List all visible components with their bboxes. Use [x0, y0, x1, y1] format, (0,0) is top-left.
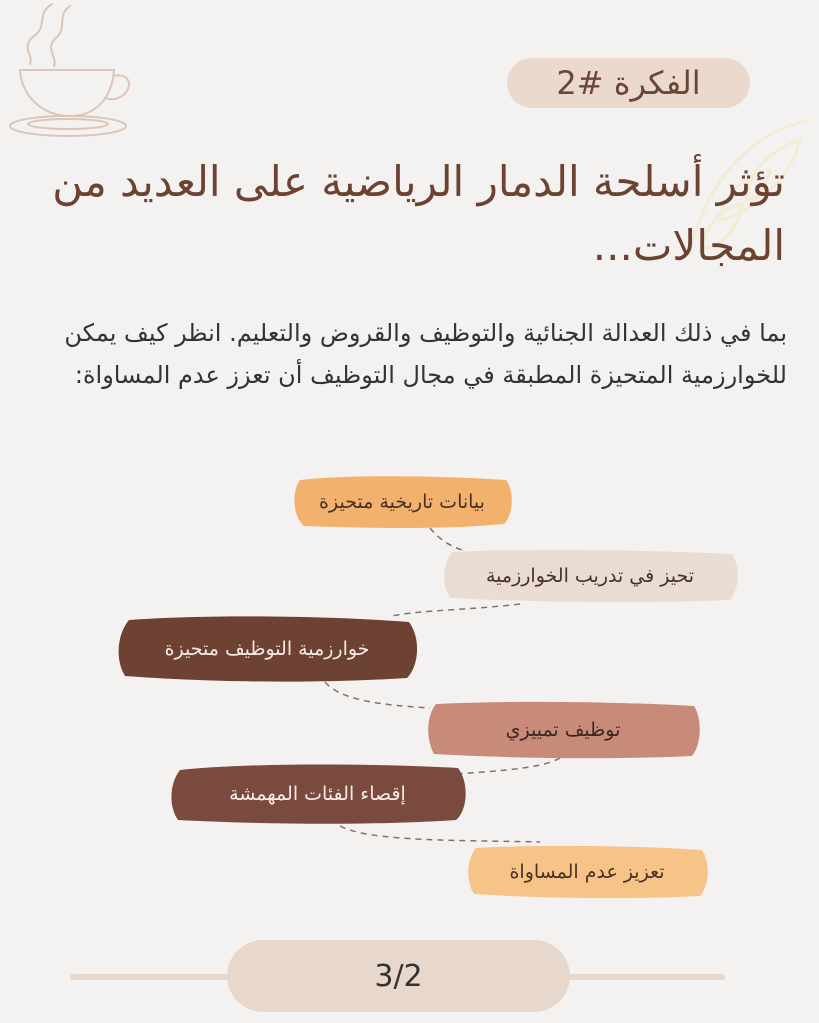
flow-step	[166, 762, 469, 826]
flow-step	[113, 614, 421, 684]
step-label: توظيف تمييزي	[505, 719, 621, 741]
page-indicator-label: 3/2	[374, 958, 423, 994]
coffee-cup-illustration	[0, 0, 140, 150]
page-title: تؤثر أسلحة الدمار الرياضية على العديد من المجالات...	[52, 157, 785, 270]
page-indicator	[227, 940, 570, 1012]
flow-step	[464, 844, 710, 900]
idea-number-label: الفكرة #2	[556, 64, 701, 102]
step-label: تحيز في تدريب الخوارزمية	[485, 565, 695, 587]
flow-step	[440, 548, 740, 604]
connector-3-4	[325, 682, 430, 708]
step-label: بيانات تاريخية متحيزة	[319, 491, 485, 513]
step-label: تعزيز عدم المساواة	[509, 861, 665, 883]
connector-5-6	[340, 826, 540, 842]
flow-step	[290, 474, 514, 530]
step-label: خوارزمية التوظيف متحيزة	[164, 638, 370, 660]
connector-1-2	[430, 528, 462, 550]
flow-step	[424, 700, 702, 760]
idea-number-badge	[507, 58, 750, 108]
step-label: إقصاء الفئات المهمشة	[229, 783, 406, 805]
intro-paragraph: بما في ذلك العدالة الجنائية والتوظيف والقروض والتعليم. انظر كيف يمكن للخوارزمية المتحيزة المطبقة في مجال التوظيف أن تعزز عدم المساواة:	[64, 319, 787, 389]
